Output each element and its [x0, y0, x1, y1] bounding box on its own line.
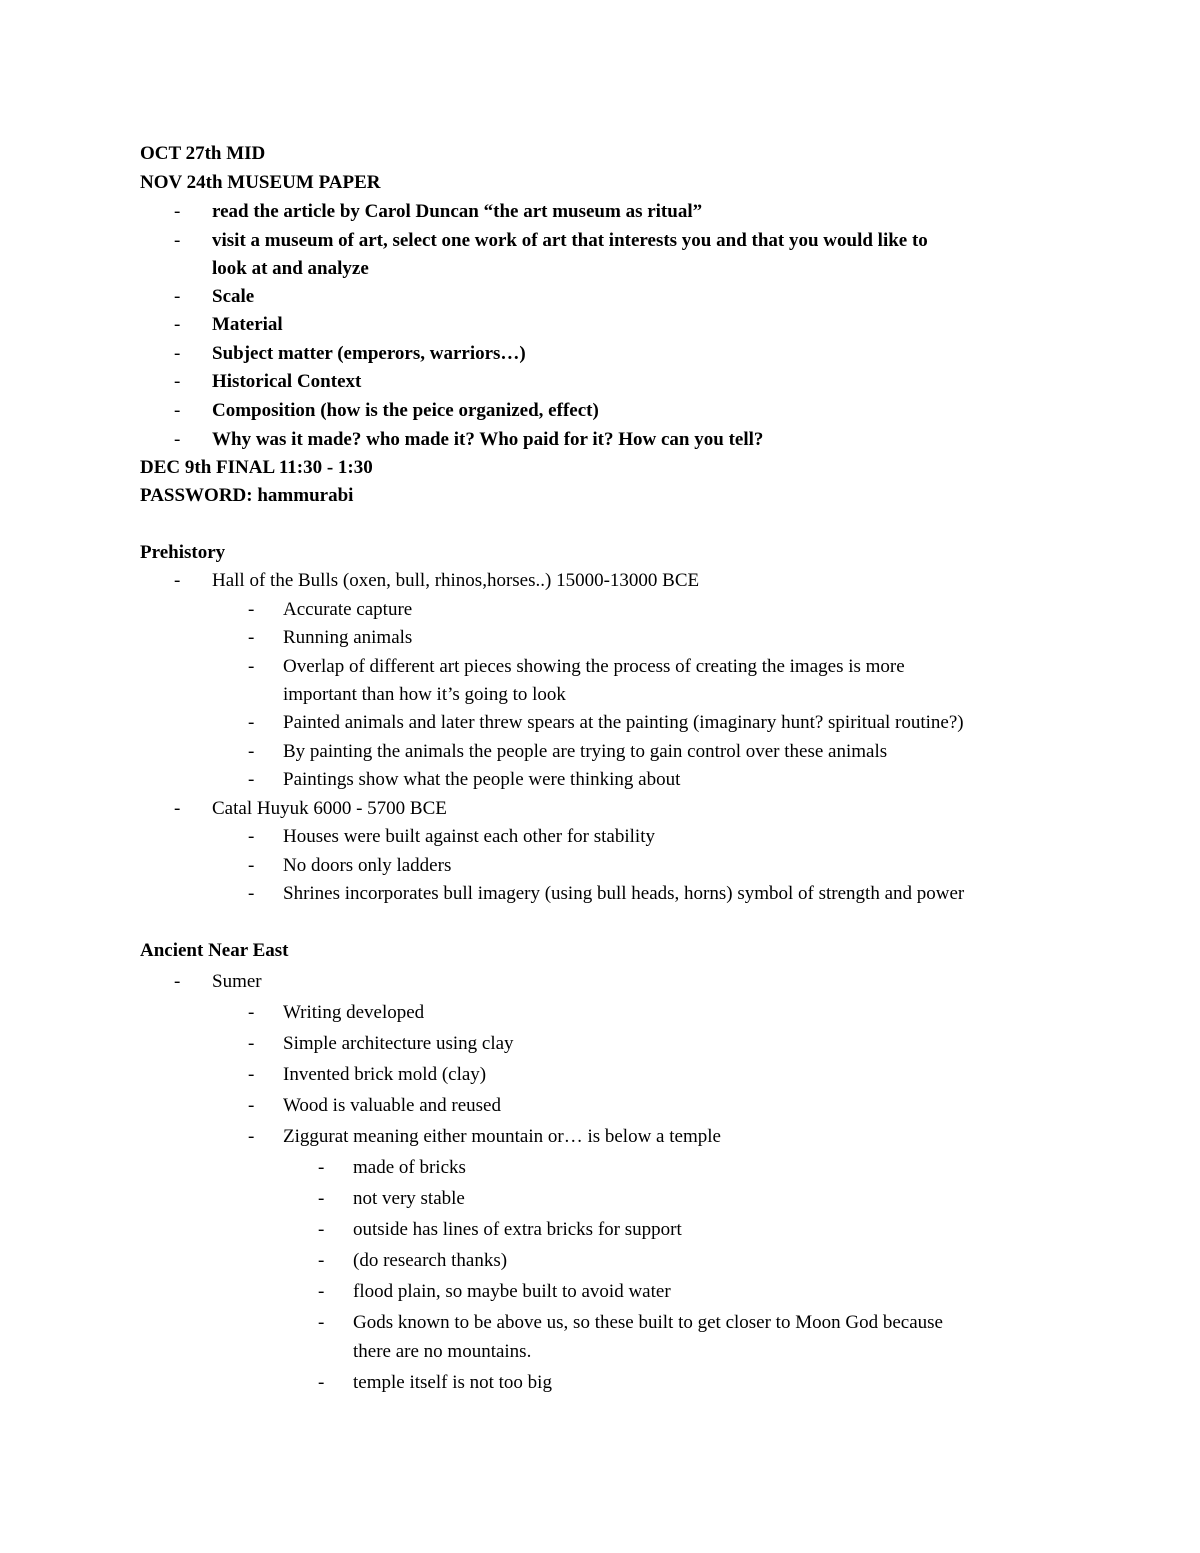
- bullet-dash: -: [248, 883, 255, 904]
- list-item-text: Material: [212, 314, 283, 335]
- bullet-dash: -: [318, 1372, 325, 1393]
- bullet-dash: -: [174, 201, 181, 222]
- bullet-dash: -: [318, 1250, 325, 1271]
- bullet-dash: -: [174, 570, 181, 591]
- bullet-dash: -: [174, 286, 181, 307]
- bullet-dash: -: [248, 656, 255, 677]
- list-item-text: Subject matter (emperors, warriors…): [212, 343, 526, 364]
- bullet-dash: -: [248, 826, 255, 847]
- list-item-text: read the article by Carol Duncan “the art museum as ritual”: [212, 201, 703, 222]
- list-item-text: Historical Context: [212, 371, 362, 392]
- list-item-text: Shrines incorporates bull imagery (using bull heads, horns) symbol of strength and power: [283, 883, 965, 904]
- list-item-text: Running animals: [283, 627, 413, 648]
- list-item-text: Overlap of different art pieces showing the process of creating the images is more: [283, 656, 905, 677]
- list-item-text: important than how it’s going to look: [283, 684, 566, 705]
- list-item-text: Scale: [212, 286, 255, 307]
- bullet-dash: -: [318, 1281, 325, 1302]
- bullet-dash: -: [248, 627, 255, 648]
- list-item-text: Ziggurat meaning either mountain or… is below a temple: [283, 1126, 721, 1147]
- list-item-text: Wood is valuable and reused: [283, 1095, 501, 1116]
- list-item-text: flood plain, so maybe built to avoid water: [353, 1281, 671, 1302]
- bullet-dash: -: [174, 314, 181, 335]
- list-item-text: outside has lines of extra bricks for support: [353, 1219, 682, 1240]
- list-item-text: Sumer: [212, 971, 262, 992]
- bullet-dash: -: [318, 1219, 325, 1240]
- bullet-dash: -: [248, 741, 255, 762]
- bullet-dash: -: [248, 1064, 255, 1085]
- list-item-text: Writing developed: [283, 1002, 425, 1023]
- password-line: PASSWORD: hammurabi: [140, 485, 354, 506]
- bullet-dash: -: [174, 429, 181, 450]
- list-item-text: No doors only ladders: [283, 855, 452, 876]
- list-item-text: made of bricks: [353, 1157, 466, 1178]
- list-item-text: (do research thanks): [353, 1250, 508, 1271]
- bullet-dash: -: [174, 400, 181, 421]
- bullet-dash: -: [248, 712, 255, 733]
- list-item-text: By painting the animals the people are trying to gain control over these animals: [283, 741, 888, 762]
- bullet-dash: -: [174, 971, 181, 992]
- final-exam-date: DEC 9th FINAL 11:30 - 1:30: [140, 457, 373, 478]
- bullet-dash: -: [248, 1126, 255, 1147]
- list-item-text: visit a museum of art, select one work of art that interests you and that you would like to: [212, 230, 928, 251]
- list-item-text: Catal Huyuk 6000 - 5700 BCE: [212, 798, 447, 819]
- list-item-text: Houses were built against each other for stability: [283, 826, 655, 847]
- bullet-dash: -: [248, 1095, 255, 1116]
- list-item-text: temple itself is not too big: [353, 1372, 552, 1393]
- bullet-dash: -: [248, 599, 255, 620]
- list-item-text: Painted animals and later threw spears at the painting (imaginary hunt? spiritual routine?): [283, 712, 964, 733]
- bullet-dash: -: [248, 1002, 255, 1023]
- bullet-dash: -: [174, 230, 181, 251]
- bullet-dash: -: [174, 343, 181, 364]
- bullet-dash: -: [318, 1157, 325, 1178]
- list-item-text: Composition (how is the peice organized, effect): [212, 400, 599, 421]
- list-item-text: there are no mountains.: [353, 1341, 532, 1362]
- list-item-text: Hall of the Bulls (oxen, bull, rhinos,horses..) 15000-13000 BCE: [212, 570, 700, 591]
- list-item-text: Paintings show what the people were thinking about: [283, 769, 681, 790]
- section-heading-near-east: Ancient Near East: [140, 940, 289, 961]
- list-item-text: not very stable: [353, 1188, 465, 1209]
- list-item-text: look at and analyze: [212, 258, 369, 279]
- bullet-dash: -: [174, 371, 181, 392]
- list-item-text: Gods known to be above us, so these built to get closer to Moon God because: [353, 1312, 943, 1333]
- bullet-dash: -: [174, 798, 181, 819]
- midterm-date: OCT 27th MID: [140, 143, 266, 164]
- bullet-dash: -: [248, 1033, 255, 1054]
- museum-paper-date: NOV 24th MUSEUM PAPER: [140, 172, 381, 193]
- section-heading-prehistory: Prehistory: [140, 542, 226, 563]
- list-item-text: Simple architecture using clay: [283, 1033, 514, 1054]
- bullet-dash: -: [248, 855, 255, 876]
- bullet-dash: -: [318, 1188, 325, 1209]
- bullet-dash: -: [318, 1312, 325, 1333]
- list-item-text: Invented brick mold (clay): [283, 1064, 487, 1085]
- list-item-text: Why was it made? who made it? Who paid for it? How can you tell?: [212, 429, 764, 450]
- bullet-dash: -: [248, 769, 255, 790]
- list-item-text: Accurate capture: [283, 599, 413, 620]
